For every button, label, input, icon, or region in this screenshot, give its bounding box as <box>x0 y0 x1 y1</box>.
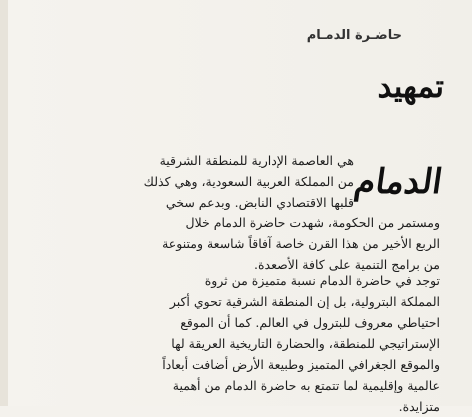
paragraph-1 <box>34 150 354 213</box>
paragraph-line: قلبها الاقتصادي النابض. وبدعم سخي <box>165 195 354 210</box>
paragraph-2 <box>30 212 440 275</box>
chapter-title: تمهيد <box>377 69 444 105</box>
paragraph-3 <box>30 270 440 417</box>
paragraph-line: ومستمر من الحكومة، شهدت حاضرة الدمام خلال <box>185 215 440 230</box>
paragraph-line: الإستراتيجي للمنطقة، والحضارة التاريخية العريقة لها <box>171 336 440 351</box>
paragraph-line: توجد في حاضرة الدمام نسبة متميزة من ثروة <box>204 273 440 288</box>
dropcap-word: الدمام <box>351 162 445 202</box>
paragraph-line: هي العاصمة الإدارية للمنطقة الشرقية <box>159 153 354 168</box>
paragraph-line: عالمية وإقليمية لما تتمتع به حاضرة الدمام من أهمية <box>172 378 440 393</box>
paragraph-line: احتياطي معروف للبترول في العالم. كما أن الموقع <box>180 315 440 330</box>
paragraph-line: من المملكة العربية السعودية، وهي كذلك <box>143 174 354 189</box>
paragraph-line: والموقع الجغرافي المتميز وطبيعة الأرض أضافت أبعاداً <box>162 357 440 372</box>
paragraph-line: المملكة البترولية، بل إن المنطقة الشرقية تحوي أكبر <box>169 294 440 309</box>
running-head: حاضـرة الدمـام <box>306 28 402 43</box>
paragraph-line: الربع الأخير من هذا القرن خاصة آفاقاً شاسعة ومتنوعة <box>162 236 440 251</box>
page-edge <box>0 0 8 406</box>
paragraph-line: من برامج التنمية على كافة الأصعدة. <box>254 257 440 272</box>
paragraph-line: متزايدة. <box>398 399 440 414</box>
